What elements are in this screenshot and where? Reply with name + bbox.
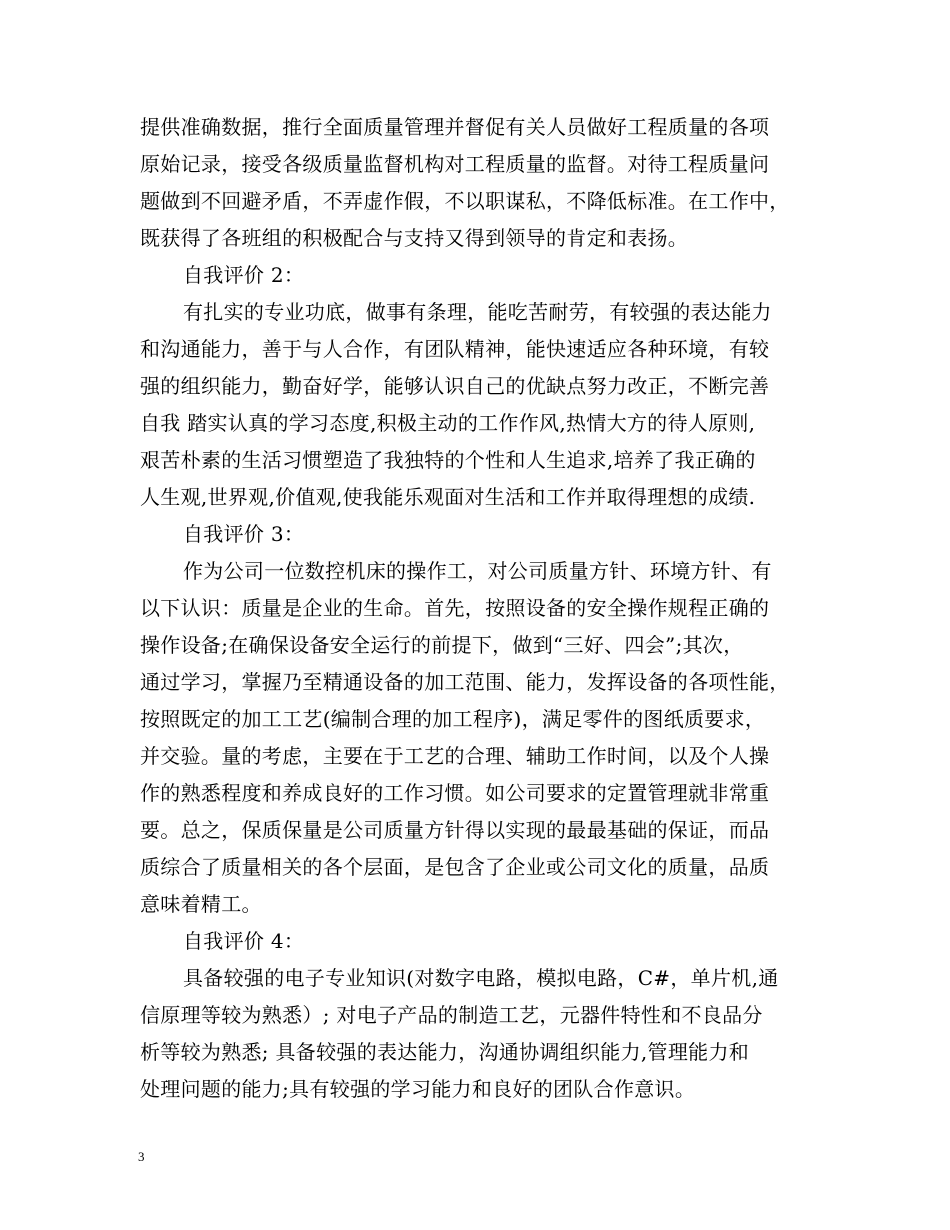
section-heading: 自我评价 4： xyxy=(183,929,305,953)
text-line: 原始记录，接受各级质量监督机构对工程质量的监督。对待工程质量问 xyxy=(140,152,770,176)
text-line: 有扎实的专业功底，做事有条理，能吃苦耐劳，有较强的表达能力 xyxy=(183,300,772,324)
text-line: 操作设备;在确保设备安全运行的前提下，做到“三好、四会”;其次， xyxy=(140,633,744,657)
text-line: 提供准确数据，推行全面质量管理并督促有关人员做好工程质量的各项 xyxy=(140,115,770,139)
text-line: 质综合了质量相关的各个层面，是包含了企业或公司文化的质量，品质 xyxy=(140,855,770,879)
text-line: 既获得了各班组的积极配合与支持又得到领导的肯定和表扬。 xyxy=(140,226,689,250)
text-line: 并交验。量的考虑，主要在于工艺的合理、辅助工作时间，以及个人操 xyxy=(140,744,770,768)
text-line: 人生观,世界观,价值观,使我能乐观面对生活和工作并取得理想的成绩. xyxy=(140,485,756,509)
text-line: 处理问题的能力;具有较强的学习能力和良好的团队合作意识。 xyxy=(140,1077,696,1101)
text-line: 通过学习，掌握乃至精通设备的加工范围、能力，发挥设备的各项性能， xyxy=(140,670,790,694)
text-line: 艰苦朴素的生活习惯塑造了我独特的个性和人生追求,培养了我正确的 xyxy=(140,448,756,472)
text-line: 题做到不回避矛盾，不弄虚作假，不以职谋私，不降低标准。在工作中， xyxy=(140,189,790,213)
section-heading: 自我评价 2： xyxy=(183,263,305,287)
section-heading: 自我评价 3： xyxy=(183,522,305,546)
text-line: 信原理等较为熟悉）; 对电子产品的制造工艺，元器件特性和不良品分 xyxy=(140,1003,763,1027)
text-line: 具备较强的电子专业知识(对数字电路，模拟电路，C#，单片机,通 xyxy=(183,966,779,990)
text-line: 析等较为熟悉; 具备较强的表达能力，沟通协调组织能力,管理能力和 xyxy=(140,1040,750,1064)
text-line: 强的组织能力，勤奋好学，能够认识自己的优缺点努力改正，不断完善 xyxy=(140,374,770,398)
text-line: 作的熟悉程度和养成良好的工作习惯。如公司要求的定置管理就非常重 xyxy=(140,781,770,805)
page-number: 3 xyxy=(138,1149,145,1164)
text-line: 和沟通能力，善于与人合作，有团队精神，能快速适应各种环境，有较 xyxy=(140,337,770,361)
text-line: 意味着精工。 xyxy=(140,892,262,916)
text-line: 要。总之，保质保量是公司质量方针得以实现的最最基础的保证，而品 xyxy=(140,818,770,842)
text-line: 作为公司一位数控机床的操作工，对公司质量方针、环境方针、有 xyxy=(183,559,772,583)
text-line: 按照既定的加工工艺(编制合理的加工程序)，满足零件的图纸质要求， xyxy=(140,707,766,731)
text-line: 以下认识：质量是企业的生命。首先，按照设备的安全操作规程正确的 xyxy=(140,596,770,620)
text-line: 自我 踏实认真的学习态度,积极主动的工作作风,热情大方的待人原则, xyxy=(140,411,756,435)
